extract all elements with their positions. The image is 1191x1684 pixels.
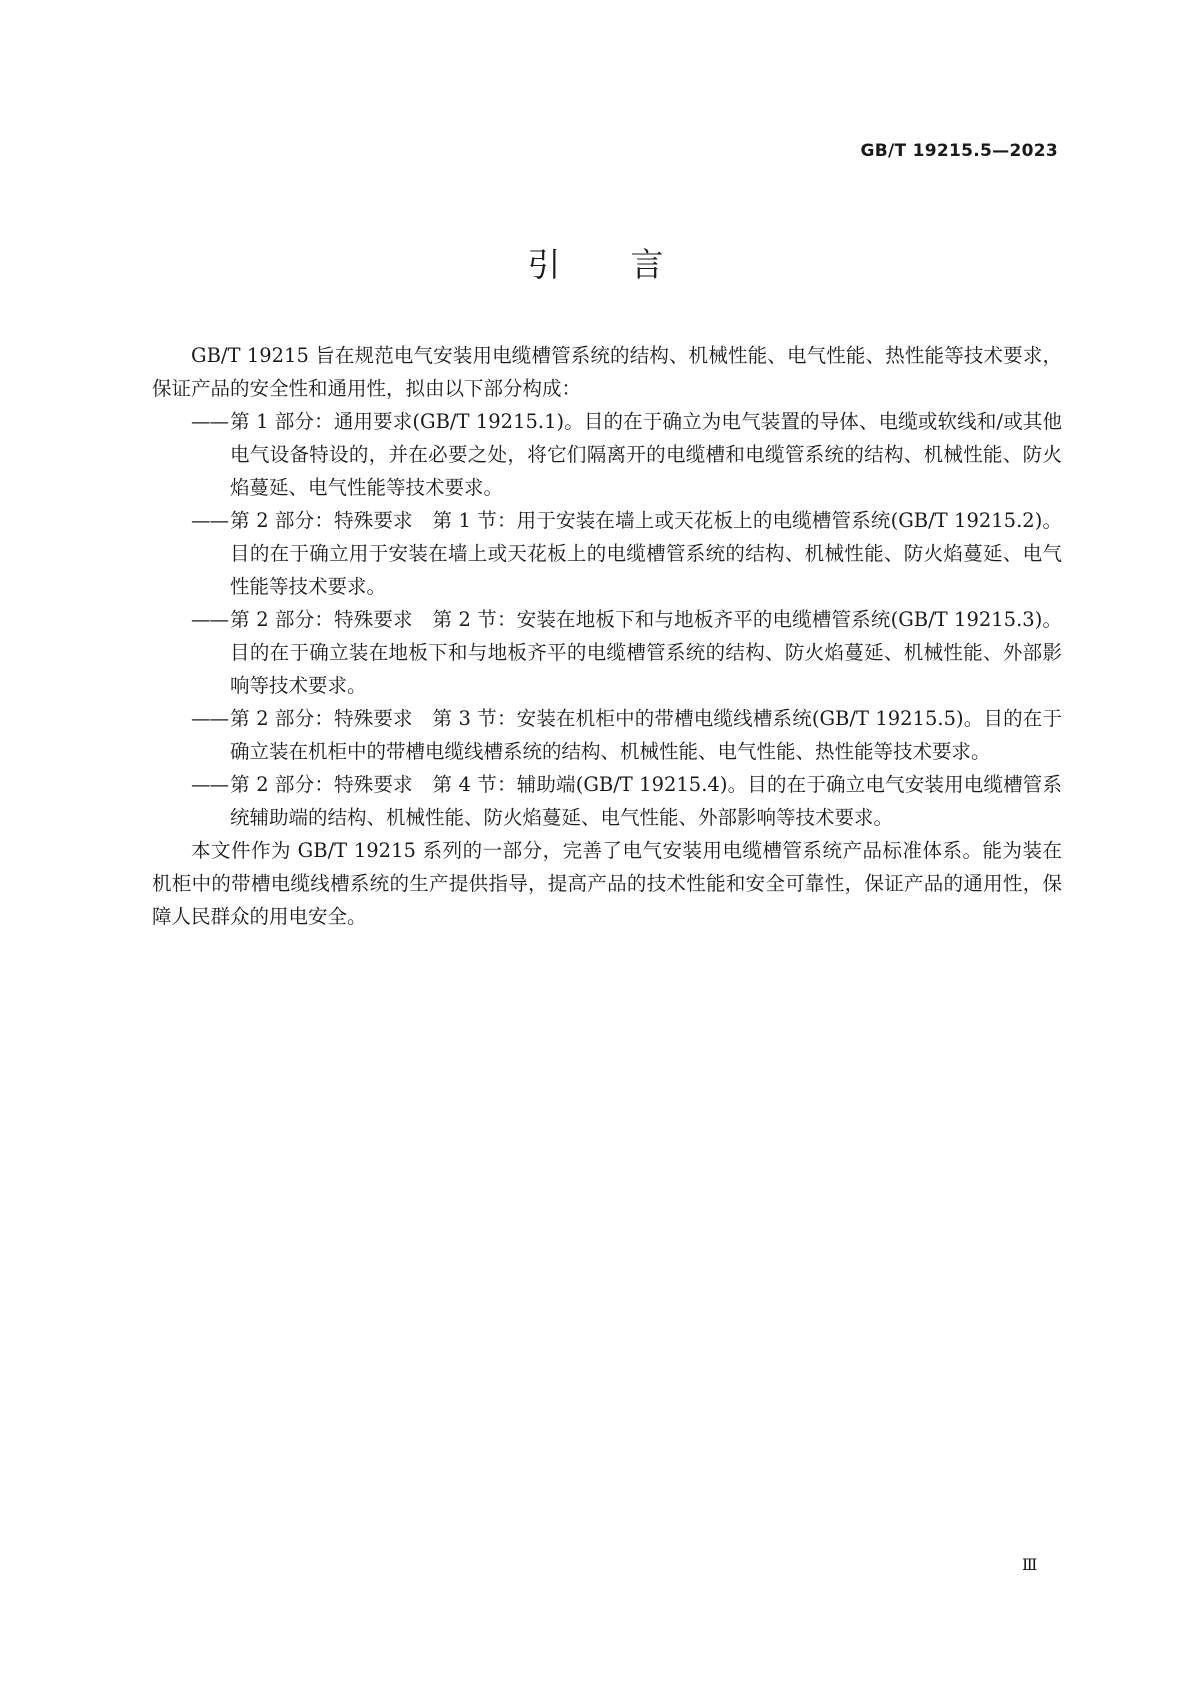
dash-marker: —— xyxy=(191,707,228,730)
list-item-text: 第 1 部分：通用要求(GB/T 19215.1)。目的在于确立为电气装置的导体、电缆或软线和/或其他电气设备特设的，并在必要之处，将它们隔离开的电缆槽和电缆管系统的结构、机械性能、防火焰蔓延、电气性能等技术要求。 xyxy=(230,410,1062,499)
dash-marker: —— xyxy=(191,608,228,631)
introduction-body xyxy=(152,339,1062,933)
list-item xyxy=(191,603,1062,702)
list-item xyxy=(191,405,1062,504)
list-item xyxy=(191,768,1062,834)
page-title: 引言 xyxy=(527,245,734,284)
list-item xyxy=(191,504,1062,603)
standard-code: GB/T 19215.5—2023 xyxy=(860,141,1058,161)
list-item-text: 第 2 部分：特殊要求 第 2 节：安装在地板下和与地板齐平的电缆槽管系统(GB/T 19215.3)。目的在于确立装在地板下和与地板齐平的电缆槽管系统的结构、防火焰蔓延、机械性能、外部影响等技术要求。 xyxy=(230,608,1062,697)
dash-marker: —— xyxy=(191,509,228,532)
parts-list xyxy=(152,405,1062,834)
intro-paragraph-1: GB/T 19215 旨在规范电气安装用电缆槽管系统的结构、机械性能、电气性能、热性能等技术要求，保证产品的安全性和通用性，拟由以下部分构成： xyxy=(152,344,1062,400)
list-item-text: 第 2 部分：特殊要求 第 4 节：辅助端(GB/T 19215.4)。目的在于确立电气安装用电缆槽管系统辅助端的结构、机械性能、防火焰蔓延、电气性能、外部影响等技术要求。 xyxy=(230,773,1062,829)
page-number: Ⅲ xyxy=(1022,1555,1038,1574)
dash-marker: —— xyxy=(191,773,228,796)
list-item xyxy=(191,702,1062,768)
intro-paragraph-2: 本文件作为 GB/T 19215 系列的一部分，完善了电气安装用电缆槽管系统产品标准体系。能为装在机柜中的带槽电缆线槽系统的生产提供指导，提高产品的技术性能和安全可靠性，保证产品的通用性，保障人民群众的用电安全。 xyxy=(152,839,1062,928)
list-item-text: 第 2 部分：特殊要求 第 1 节：用于安装在墙上或天花板上的电缆槽管系统(GB/T 19215.2)。目的在于确立用于安装在墙上或天花板上的电缆槽管系统的结构、机械性能、防火焰蔓延、电气性能等技术要求。 xyxy=(230,509,1062,598)
dash-marker: —— xyxy=(191,410,228,433)
list-item-text: 第 2 部分：特殊要求 第 3 节：安装在机柜中的带槽电缆线槽系统(GB/T 19215.5)。目的在于确立装在机柜中的带槽电缆线槽系统的结构、机械性能、电气性能、热性能等技术要求。 xyxy=(230,707,1062,763)
